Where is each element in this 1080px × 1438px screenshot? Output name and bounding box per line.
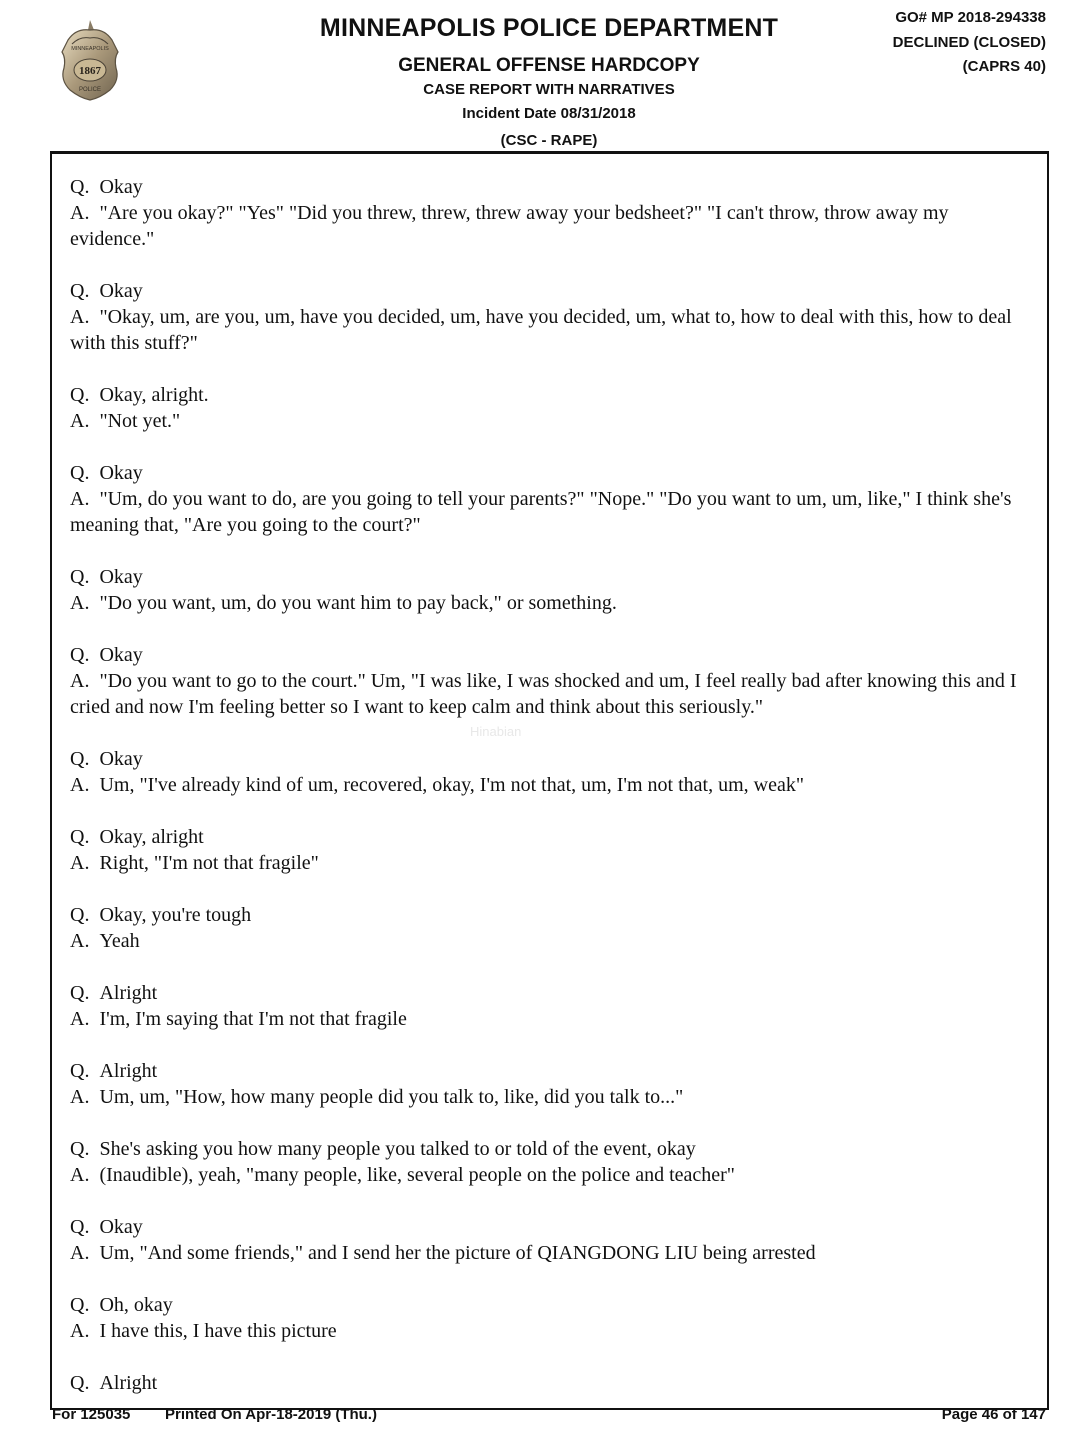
answer-text: "Um, do you want to do, are you going to tell your parents?" "Nope." "Do you want to um, um, like," I think she's meaning that, "Are you going to the court?" [70,488,1012,536]
question-text: Okay, alright. [99,384,209,406]
answer-line [70,850,1030,876]
question-line [70,1370,1030,1396]
answer-label: A. [70,1008,90,1030]
question-label: Q. [70,644,90,666]
question-text: Oh, okay [99,1294,173,1316]
question-label: Q. [70,1138,90,1160]
question-line [70,1214,1030,1240]
question-line [70,382,1030,408]
question-label: Q. [70,462,90,484]
question-line [70,746,1030,772]
question-line [70,1058,1030,1084]
question-text: Okay, you're tough [99,904,252,926]
question-label: Q. [70,566,90,588]
qa-exchange [70,902,1030,954]
answer-text: Um, um, "How, how many people did you talk to, like, did you talk to..." [99,1086,684,1108]
question-text: Okay [99,566,143,588]
report-type: CASE REPORT WITH NARRATIVES [423,81,675,98]
qa-exchange [70,460,1030,538]
answer-text: I have this, I have this picture [99,1320,337,1342]
qa-exchange [70,174,1030,252]
qa-exchange [70,1214,1030,1266]
answer-line [70,200,1030,252]
question-label: Q. [70,982,90,1004]
qa-exchange [70,1058,1030,1110]
answer-label: A. [70,488,90,510]
answer-label: A. [70,1242,90,1264]
question-text: Okay [99,1216,143,1238]
question-line [70,564,1030,590]
answer-text: "Are you okay?" "Yes" "Did you threw, threw, threw away your bedsheet?" "I can't throw, throw away my evidence." [70,202,949,250]
answer-label: A. [70,1320,90,1342]
question-label: Q. [70,280,90,302]
question-line [70,642,1030,668]
answer-line [70,590,1030,616]
answer-text: Yeah [99,930,140,952]
question-text: Okay [99,462,143,484]
question-text: She's asking you how many people you talked to or told of the event, okay [99,1138,696,1160]
badge-top-text: MINNEAPOLIS [71,46,109,52]
question-line [70,1292,1030,1318]
question-label: Q. [70,904,90,926]
question-label: Q. [70,1372,90,1394]
question-line [70,460,1030,486]
footer-for-id: For 125035 [52,1406,131,1423]
question-line [70,824,1030,850]
answer-line [70,772,1030,798]
badge-year-text: 1867 [79,65,101,77]
answer-label: A. [70,852,90,874]
question-text: Alright [99,982,158,1004]
answer-label: A. [70,1086,90,1108]
question-label: Q. [70,1294,90,1316]
answer-text: I'm, I'm saying that I'm not that fragile [99,1008,407,1030]
question-label: Q. [70,748,90,770]
answer-label: A. [70,410,90,432]
question-line [70,174,1030,200]
case-status: DECLINED (CLOSED) [892,34,1046,51]
report-subtitle: GENERAL OFFENSE HARDCOPY [398,55,700,76]
answer-text: Um, "I've already kind of um, recovered, okay, I'm not that, um, I'm not that, um, weak" [99,774,804,796]
question-label: Q. [70,826,90,848]
qa-exchange [70,1292,1030,1344]
answer-line [70,1240,1030,1266]
answer-line [70,1318,1030,1344]
qa-exchange [70,980,1030,1032]
answer-line [70,304,1030,356]
qa-exchange [70,564,1030,616]
offense-code: (CSC - RAPE) [500,132,598,149]
answer-text: "Do you want, um, do you want him to pay back," or something. [99,592,617,614]
transcript-body [70,174,1030,1422]
question-text: Okay, alright [99,826,204,848]
answer-text: Um, "And some friends," and I send her the picture of QIANGDONG LIU being arrested [99,1242,816,1264]
answer-text: (Inaudible), yeah, "many people, like, several people on the police and teacher" [99,1164,735,1186]
question-text: Okay [99,644,143,666]
answer-text: "Okay, um, are you, um, have you decided, um, have you decided, um, what to, how to deal with this, how to deal with this stuff?" [70,306,1012,354]
question-line [70,1136,1030,1162]
qa-exchange [70,746,1030,798]
caprs-code: (CAPRS 40) [962,58,1046,75]
question-line [70,278,1030,304]
question-text: Okay [99,748,143,770]
answer-label: A. [70,1164,90,1186]
question-label: Q. [70,176,90,198]
question-label: Q. [70,1060,90,1082]
answer-text: "Do you want to go to the court." Um, "I was like, I was shocked and um, I feel really bad after knowing this and I cried and now I'm feeling better so I want to keep calm and think about this seriously." [70,670,1017,718]
answer-text: Right, "I'm not that fragile" [99,852,319,874]
answer-line [70,668,1030,720]
footer-page-number: Page 46 of 147 [941,1406,1046,1423]
answer-line [70,486,1030,538]
question-text: Okay [99,280,143,302]
qa-exchange [70,824,1030,876]
question-label: Q. [70,384,90,406]
answer-label: A. [70,774,90,796]
watermark: Hinabian [470,724,522,739]
question-label: Q. [70,1216,90,1238]
footer-printed-date: Printed On Apr-18-2019 (Thu.) [165,1406,377,1423]
qa-exchange [70,1370,1030,1396]
answer-line [70,408,1030,434]
qa-exchange [70,382,1030,434]
question-text: Alright [99,1060,158,1082]
answer-line [70,1006,1030,1032]
incident-date: Incident Date 08/31/2018 [462,105,636,122]
answer-label: A. [70,306,90,328]
qa-exchange [70,642,1030,720]
question-line [70,980,1030,1006]
answer-line [70,1084,1030,1110]
qa-exchange [70,278,1030,356]
answer-label: A. [70,930,90,952]
qa-exchange [70,1136,1030,1188]
answer-label: A. [70,592,90,614]
question-text: Okay [99,176,143,198]
answer-line [70,1162,1030,1188]
answer-label: A. [70,670,90,692]
badge-bottom-text: POLICE [78,87,102,93]
answer-text: "Not yet." [99,410,181,432]
go-number: GO# MP 2018-294338 [895,9,1046,26]
question-line [70,902,1030,928]
answer-label: A. [70,202,90,224]
answer-line [70,928,1030,954]
question-text: Alright [99,1372,158,1394]
department-title: MINNEAPOLIS POLICE DEPARTMENT [319,14,779,42]
